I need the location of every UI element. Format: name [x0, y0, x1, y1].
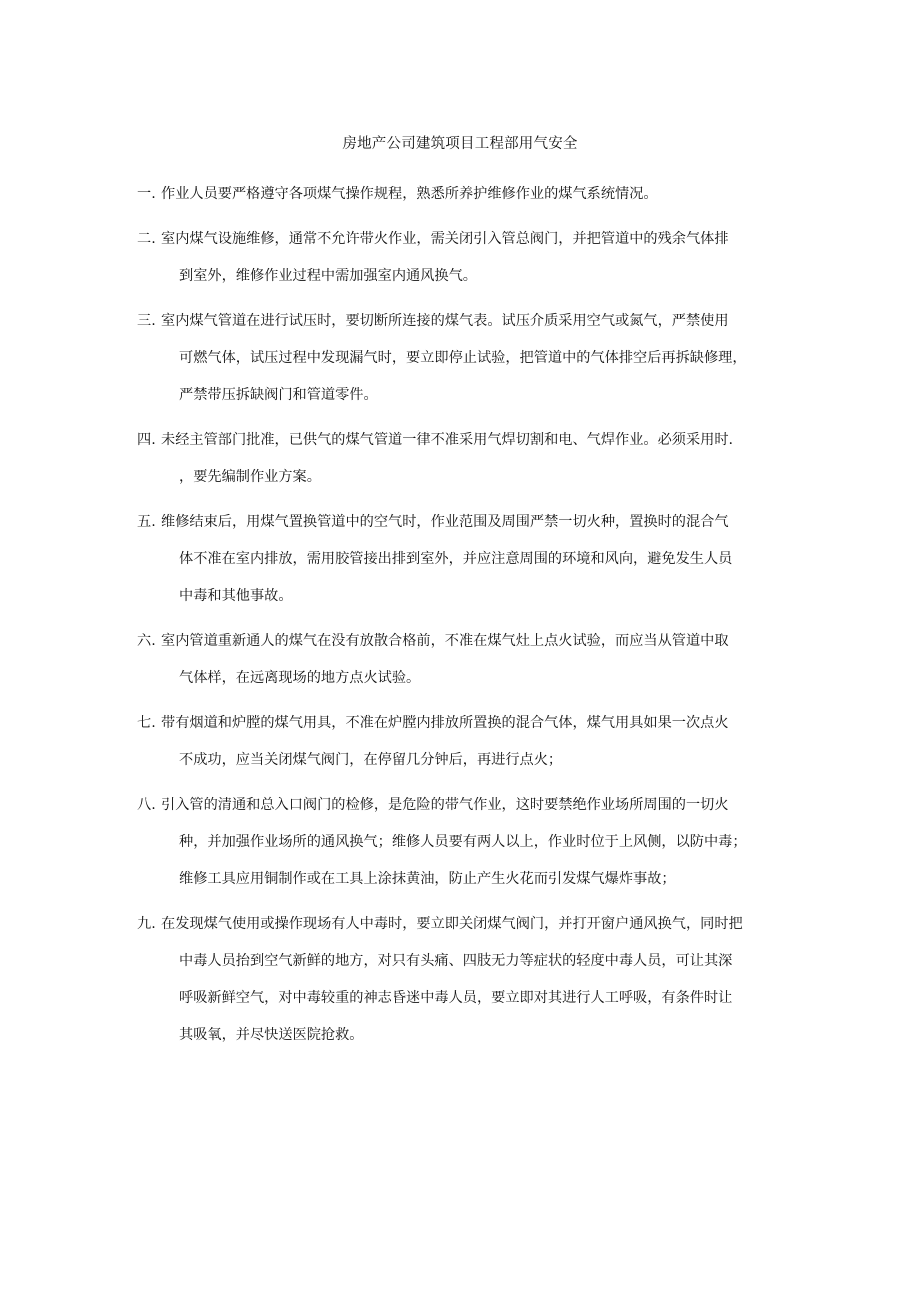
rule-text-line: 到室外，维修作业过程中需加强室内通风换气。 [179, 268, 477, 284]
rule-number: 八. [137, 797, 156, 813]
rule-item [137, 623, 787, 697]
rule-item [137, 221, 787, 295]
rule-number: 七. [137, 715, 156, 731]
rule-item [137, 504, 787, 615]
rule-item [137, 787, 787, 898]
rule-item [137, 906, 787, 1054]
rule-text-line: 可燃气体，试压过程中发现漏气时，要立即停止试验，把管道中的气体排空后再拆缺修理， [179, 350, 747, 366]
rule-text-line: 不成功，应当关闭煤气阀门，在停留几分钟后，再进行点火； [179, 752, 563, 768]
rule-text-line: 引入管的清通和总入口阀门的检修，是危险的带气作业，这时要禁绝作业场所周围的一切火 [161, 797, 729, 813]
rule-text-line: 中毒人员抬到空气新鲜的地方，对只有头痛、四肢无力等症状的轻度中毒人员，可让其深 [179, 953, 733, 969]
rule-text-line: 呼吸新鲜空气，对中毒较重的神志昏迷中毒人员，要立即对其进行人工呼吸，有条件时让 [179, 990, 733, 1006]
rule-item [137, 176, 787, 213]
rule-text-line: 中毒和其他事故。 [179, 588, 293, 604]
rule-number: 六. [137, 633, 156, 649]
rule-text-line: 室内煤气设施维修，通常不允许带火作业，需关闭引入管总阀门，并把管道中的残余气体排 [161, 231, 729, 247]
rule-text-line: 在发现煤气使用或操作现场有人中毒时，要立即关闭煤气阀门，并打开窗户通风换气，同时把 [161, 916, 743, 932]
rule-text-line: 严禁带压拆缺阀门和管道零件。 [179, 387, 378, 403]
rule-number: 二. [137, 231, 156, 247]
safety-rules-list [137, 176, 787, 1062]
rule-text-line: 其吸氧，并尽快送医院抢救。 [179, 1027, 364, 1043]
rule-text-line: 室内管道重新通人的煤气在没有放散合格前，不准在煤气灶上点火试验，而应当从管道中取 [161, 633, 729, 649]
rule-number: 九. [137, 916, 156, 932]
rule-number: 一. [137, 186, 156, 202]
document-title: 房地产公司建筑项目工程部用气安全 [342, 136, 578, 152]
rule-text-line: 种，并加强作业场所的通风换气；维修人员要有两人以上，作业时位于上风侧，以防中毒； [179, 834, 747, 850]
rule-text-line: ，要先编制作业方案。 [179, 469, 321, 485]
rule-number: 四. [137, 432, 156, 448]
rule-text-line: 未经主管部门批准，已供气的煤气管道一律不准采用气焊切割和电、气焊作业。必须采用时. [161, 432, 734, 448]
rule-text-line: 维修工具应用铜制作或在工具上涂抹黄油，防止产生火花而引发煤气爆炸事故； [179, 871, 676, 887]
rule-item [137, 422, 787, 496]
rule-text-line: 作业人员要严格遵守各项煤气操作规程，熟悉所养护维修作业的煤气系统情况。 [161, 186, 658, 202]
rule-text-line: 室内煤气管道在进行试压时，要切断所连接的煤气表。试压介质采用空气或氮气，严禁使用 [161, 313, 729, 329]
rule-item [137, 705, 787, 779]
rule-text-line: 体不准在室内排放，需用胶管接出排到室外，并应注意周围的环境和风向，避免发生人员 [179, 551, 733, 567]
rule-text-line: 维修结束后，用煤气置换管道中的空气时，作业范围及周围严禁一切火种，置换时的混合气 [161, 514, 729, 530]
rule-number: 五. [137, 514, 156, 530]
rule-number: 三. [137, 313, 156, 329]
rule-text-line: 带有烟道和炉膛的煤气用具，不准在炉膛内排放所置换的混合气体，煤气用具如果一次点火 [161, 715, 729, 731]
rule-item [137, 303, 787, 414]
rule-text-line: 气体样，在远离现场的地方点火试验。 [179, 670, 421, 686]
